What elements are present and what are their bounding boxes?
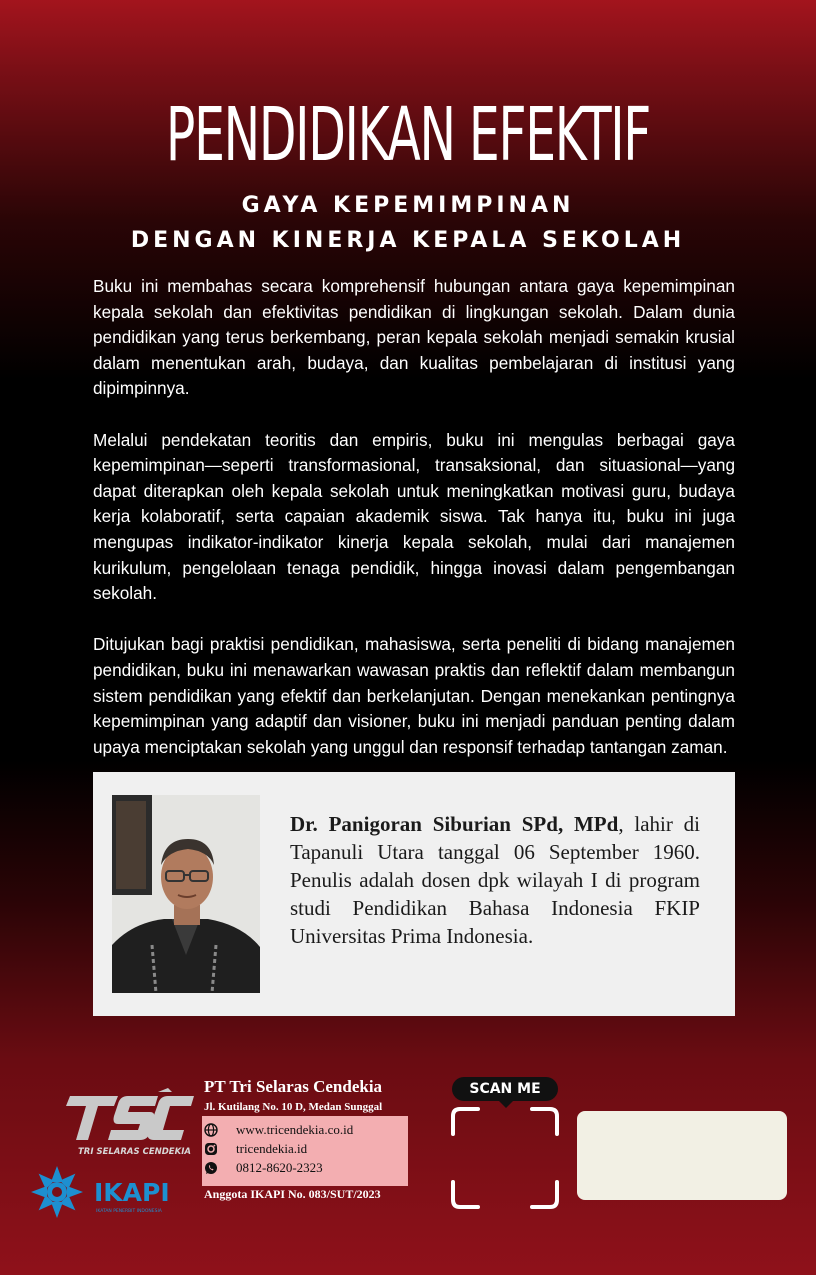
tsc-logo-mark [58, 1088, 196, 1158]
phone-text[interactable]: 0812-8620-2323 [236, 1160, 323, 1175]
book-title: PENDIDIKAN EFEKTIF [165, 92, 651, 178]
author-name: Dr. Panigoran Siburian SPd, MPd [290, 812, 619, 836]
instagram-text[interactable]: tricendekia.id [236, 1141, 308, 1156]
author-bio-text: , lahir di Tapanuli Utara tanggal 06 September 1960. Penulis adalah dosen dpk wilayah I di program studi Pendidikan Bahasa Indonesia FKIP Universitas Prima Indonesia. [290, 812, 700, 948]
instagram-row [204, 1139, 307, 1159]
globe-icon [204, 1123, 218, 1137]
ikapi-logo-caption: IKATAN PENERBIT INDONESIA [96, 1209, 162, 1214]
ikapi-membership: Anggota IKAPI No. 083/SUT/2023 [204, 1187, 381, 1201]
qr-code-frame[interactable] [450, 1106, 560, 1210]
tsc-logo [58, 1088, 196, 1158]
website-row [204, 1120, 353, 1140]
barcode-placeholder [577, 1111, 787, 1200]
tsc-logo-caption: TRI SELARAS CENDEKIA [78, 1147, 191, 1157]
ikapi-logo-mark [28, 1163, 193, 1221]
synopsis-paragraph-2: Melalui pendekatan teoritis dan empiris, buku ini mengulas berbagai gaya kepemimpinan—seperti transformasional, transaksional, dan situasional—yang dapat diterapkan oleh kepala sekolah untuk meningkatkan motivasi guru, budaya kerja kolaboratif, serta capaian akademik siswa. Tak hanya itu, buku ini juga mengupas indikator-indikator kinerja kepala sekolah, mulai dari manajemen kurikulum, pengelolaan tenaga pendidik, hingga inovasi dalam pengembangan sekolah. [93, 429, 735, 604]
scan-me-label: SCAN ME [452, 1077, 558, 1101]
author-photo [112, 795, 260, 993]
book-subtitle-line2: DENGAN KINERJA KEPALA SEKOLAH [130, 228, 686, 253]
ikapi-logo-text: IKAPI [94, 1178, 170, 1207]
author-portrait-illustration [112, 795, 260, 993]
synopsis-paragraph-3: Ditujukan bagi praktisi pendidikan, mahasiswa, serta peneliti di bidang manajemen pendidikan, buku ini menawarkan wawasan praktis dan reflektif dalam membangun sistem pendidikan yang efektif dan berkelanjutan. Dengan menekankan pentingnya kepemimpinan yang adaptif dan visioner, buku ini menjadi panduan penting dalam upaya menciptakan sekolah yang unggul dan responsif terhadap tantangan zaman. [93, 634, 735, 757]
phone-row [204, 1158, 323, 1178]
ikapi-logo [28, 1163, 193, 1221]
instagram-icon [204, 1142, 218, 1156]
synopsis-paragraph-1: Buku ini membahas secara komprehensif hubungan antara gaya kepemimpinan kepala sekolah dan efektivitas pendidikan di lingkungan sekolah. Dalam dunia pendidikan yang terus berkembang, peran kepala sekolah menjadi semakin krusial dalam menentukan arah, budaya, dan kualitas pembelajaran di institusi yang dipimpinnya. [93, 276, 735, 399]
book-subtitle-line1: GAYA KEPEMIMPINAN [241, 193, 575, 218]
publisher-name: PT Tri Selaras Cendekia [204, 1077, 383, 1096]
synopsis [93, 274, 735, 786]
website-text[interactable]: www.tricendekia.co.id [236, 1122, 354, 1137]
whatsapp-icon [204, 1161, 218, 1175]
author-bio [290, 810, 700, 950]
publisher-address: Jl. Kutilang No. 10 D, Medan Sunggal [204, 1101, 383, 1113]
